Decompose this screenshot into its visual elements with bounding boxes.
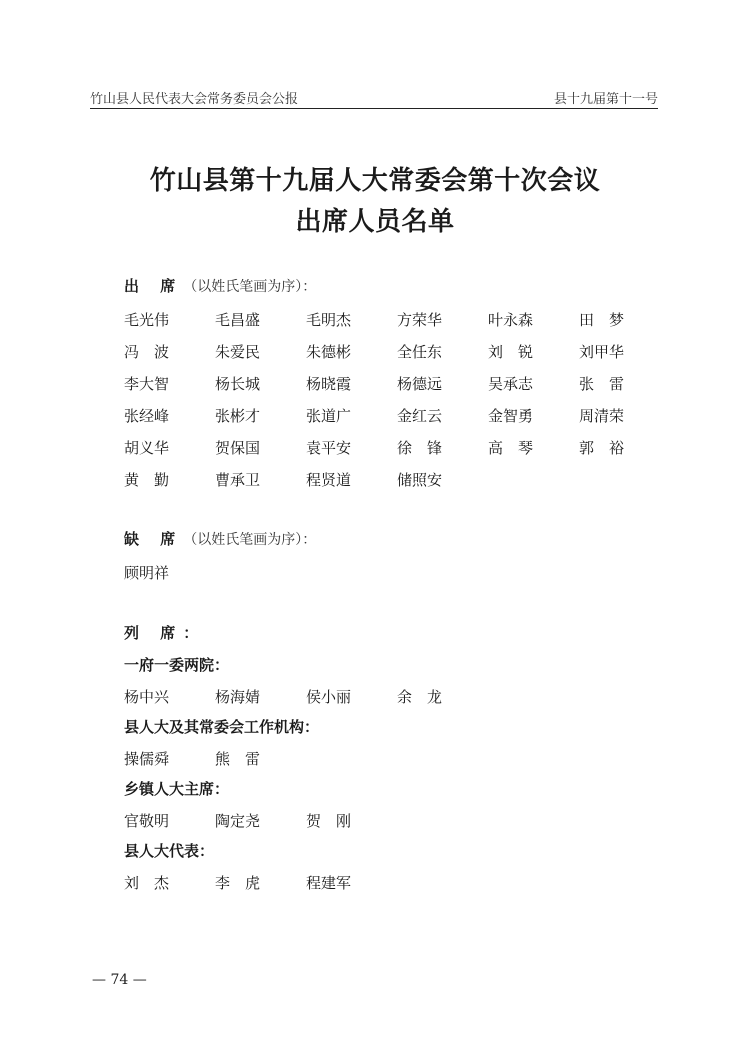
attendee-name: 杨德远	[397, 375, 443, 393]
absent-heading	[124, 528, 670, 550]
attendee-name: 李大智	[124, 375, 170, 393]
absentee-name: 顾明祥	[124, 564, 170, 582]
attend-heading	[124, 275, 670, 297]
attendee-name: 黄 勤	[124, 471, 170, 489]
page-header	[90, 88, 658, 110]
attendee-name: 朱爱民	[215, 343, 261, 361]
attendee-name: 胡义华	[124, 439, 170, 457]
observer-name: 杨中兴	[124, 688, 170, 706]
observer-name: 余 龙	[397, 688, 443, 706]
observer-name: 操儒舜	[124, 750, 170, 768]
attendee-name: 冯 波	[124, 343, 170, 361]
page-number: — 74 —	[92, 972, 147, 988]
observer-name: 熊 雷	[215, 750, 261, 768]
document-title: 竹山县第十九届人大常委会第十次会议	[149, 166, 601, 196]
attendee-name: 杨晓霞	[306, 375, 352, 393]
observer-name: 程建军	[306, 874, 352, 892]
attendee-name: 高 琴	[488, 439, 534, 457]
observer-group-title: 县人大及其常委会工作机构：	[124, 718, 320, 736]
attendee-name: 程贤道	[306, 471, 352, 489]
attend-note: （以姓氏笔画为序）：	[183, 279, 317, 295]
attendee-name: 朱德彬	[306, 343, 352, 361]
observer-section	[124, 622, 488, 902]
observer-group-names	[124, 872, 488, 894]
attendee-name: 郭 裕	[579, 439, 625, 457]
observer-name: 李 虎	[215, 874, 261, 892]
observer-name: 刘 杰	[124, 874, 170, 892]
observer-label: 列 席：	[124, 624, 207, 642]
observer-name: 贺 刚	[306, 812, 352, 830]
attendee-name: 毛光伟	[124, 311, 170, 329]
attendee-name: 张彬才	[215, 407, 261, 425]
absent-section	[124, 528, 670, 584]
attendee-name: 刘 锐	[488, 343, 534, 361]
issue-number: 县十九届第十一号	[553, 92, 658, 107]
observer-group-names	[124, 748, 488, 770]
attendee-name: 方荣华	[397, 311, 443, 329]
observer-group-names	[124, 810, 488, 832]
observer-name: 官敬明	[124, 812, 170, 830]
attend-label: 出 席	[124, 277, 184, 295]
attendee-name: 金红云	[397, 407, 443, 425]
observer-group-title: 一府一委两院：	[124, 656, 230, 674]
observer-group-title: 县人大代表：	[124, 842, 215, 860]
attendee-name: 毛昌盛	[215, 311, 261, 329]
absent-name-grid	[124, 562, 670, 584]
observer-group-names	[124, 686, 488, 708]
attendee-name: 叶永森	[488, 311, 534, 329]
observer-group-title: 乡镇人大主席：	[124, 780, 230, 798]
attendee-name: 储照安	[397, 471, 443, 489]
attendee-name: 张 雷	[579, 375, 625, 393]
attendee-name: 曹承卫	[215, 471, 261, 489]
observer-name: 杨海婧	[215, 688, 261, 706]
attendee-name: 贺保国	[215, 439, 261, 457]
attendee-name: 田 梦	[579, 311, 625, 329]
header-divider	[90, 108, 658, 109]
attendee-name: 周清荣	[579, 407, 625, 425]
absent-note: （以姓氏笔画为序）：	[183, 532, 317, 548]
attendee-name: 金智勇	[488, 407, 534, 425]
attendee-name: 刘甲华	[579, 343, 625, 361]
attendee-name: 袁平安	[306, 439, 352, 457]
observer-heading	[124, 622, 488, 644]
observer-name: 侯小丽	[306, 688, 352, 706]
attendee-name: 毛明杰	[306, 311, 352, 329]
attendee-name: 杨长城	[215, 375, 261, 393]
attendee-name: 全任东	[397, 343, 443, 361]
attendee-name: 张经峰	[124, 407, 170, 425]
attendee-name: 张道广	[306, 407, 352, 425]
document-subtitle: 出席人员名单	[295, 207, 455, 237]
observer-name: 陶定尧	[215, 812, 261, 830]
attendee-name: 徐 锋	[397, 439, 443, 457]
absent-label: 缺 席	[124, 530, 184, 548]
attend-name-grid	[124, 309, 670, 491]
publication-name: 竹山县人民代表大会常务委员会公报	[90, 92, 299, 107]
attendee-name: 吴承志	[488, 375, 534, 393]
attend-section	[124, 275, 670, 491]
